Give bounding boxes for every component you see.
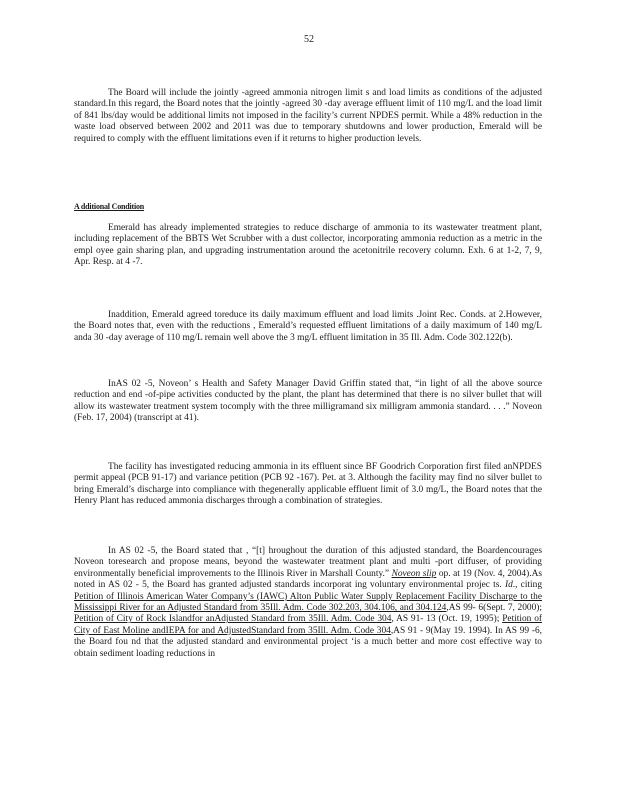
paragraph-3-text: Inaddition, Emerald agreed toreduce its daily maximum effluent and load limits .Joint Rec. Conds. at 2.However, the Board notes that, even with the reductions , Emerald’s requested effluent limitations of a daily maximum of 140 mg/L anda 30 -day average of 110 mg/L remain well above the 3 mg/L effluent limitation in 35 Ill. Adm. Code 302.122(b). (74, 310, 542, 343)
paragraph-5 (74, 462, 542, 508)
section-heading: A dditional Condition (74, 202, 145, 211)
paragraph-2-text: Emerald has already implemented strategies to reduce discharge of ammonia to its wastewater treatment plant, including replacement of the BBTS Wet Scrubber with a dust collector, incorporating ammonia reduction as a metric in the empl oyee gain sharing plan, and upgrading instrumentation around the acetonitrile recovery column. Exh. 6 at 1-2, 7, 9, Apr. Resp. at 4 -7. (74, 223, 542, 268)
p6-text-d: ,AS 99- 6(Sept. 7, 2000); (446, 603, 543, 614)
p6-text-a: In AS 02 -5, the Board stated that , “[t] hroughout the duration of this adjusted standard, the Boardencourages Noveon toresearch and propose means, beyond the wastewater treatment plant and multi -port diffuser, of providing environmentally beneficial improvements to the Illinois River in Marshall County.” (74, 546, 542, 579)
citation-iawc: Petition of Illinois American Water Company’s (IAWC) Alton Public Water Supply Replacement Facility Discharge to the Mississippi River for an Adjusted Standard from 35Ill. Adm. Code 302.203, 304.106, and 304.124 (74, 591, 542, 614)
paragraph-5-text: The facility has investigated reducing ammonia in its effluent since BF Goodrich Corporation first filed anNPDES permit appeal (PCB 91-17) and variance petition (PCB 92 -167). Pet. at 3. Although the facility may find no silver bullet to bring Emerald’s discharge into compliance with thegenerally applicable effluent limit of 3.0 mg/L, the Board notes that the Henry Plant has reduced ammonia discharges through a combination of strategies. (74, 462, 542, 507)
paragraph-6 (74, 546, 542, 660)
p6-text-e: , AS 91- 13 (Oct. 19, 1995); (391, 614, 500, 625)
p6-text-f: ,AS 91 - 9(May 19. 1994). In AS 99 -6, the Board fou nd that the adjusted standard and environmental project ‘is a much better and more cost effective way to obtain sediment loading reductions in (74, 625, 543, 659)
p6-text-b: op. at 19 (Nov. 4, 2004).As noted in AS 02 - 5, the Board has granted adjusted standards incorporat ing voluntary environmental projec ts. (74, 568, 542, 591)
paragraph-6-text (74, 546, 542, 660)
paragraph-4 (74, 379, 542, 425)
page-number: 52 (304, 34, 314, 45)
paragraph-1-text: The Board will include the jointly -agreed ammonia nitrogen limit s and load limits as conditions of the adjusted standard.In this regard, the Board notes that the jointly -agreed 30 -day average effluent limit of 110 mg/L and the load limit of 841 lbs/day would be additional limits not imposed in the facility’s current NPDES permit. While a 48% reduction in the waste load observed between 2002 and 2011 was due to temporary shutdowns and lower production, Emerald will be required to comply with the effluent limitations even if it returns to higher production levels. (74, 88, 542, 144)
citation-rock-island: Petition of City of Rock Islandfor anAdjusted Standard from 35Ill. Adm. Code 304 (74, 614, 392, 625)
paragraph-2 (74, 223, 542, 269)
p6-text-c: ., citing (512, 580, 543, 591)
citation-id: Id (504, 580, 513, 591)
paragraph-1 (74, 88, 542, 145)
paragraph-4-text: InAS 02 -5, Noveon’ s Health and Safety Manager David Griffin stated that, “in light of all the above source reduction and end -of-pipe activities conducted by the plant, the plant has determined that there is no silver bullet that will allow its wastewater treatment system tocomply with the three milligramand six milligram ammonia standard. . . .” Noveon (Feb. 17, 2004) (transcript at 41). (74, 379, 542, 424)
citation-noveon: Noveon slip (391, 568, 437, 579)
paragraph-3 (74, 310, 542, 344)
citation-east-moline: Petition of City of East Moline andIEPA for and AdjustedStandard from 35Ill. Adm. Code 304 (74, 614, 543, 636)
